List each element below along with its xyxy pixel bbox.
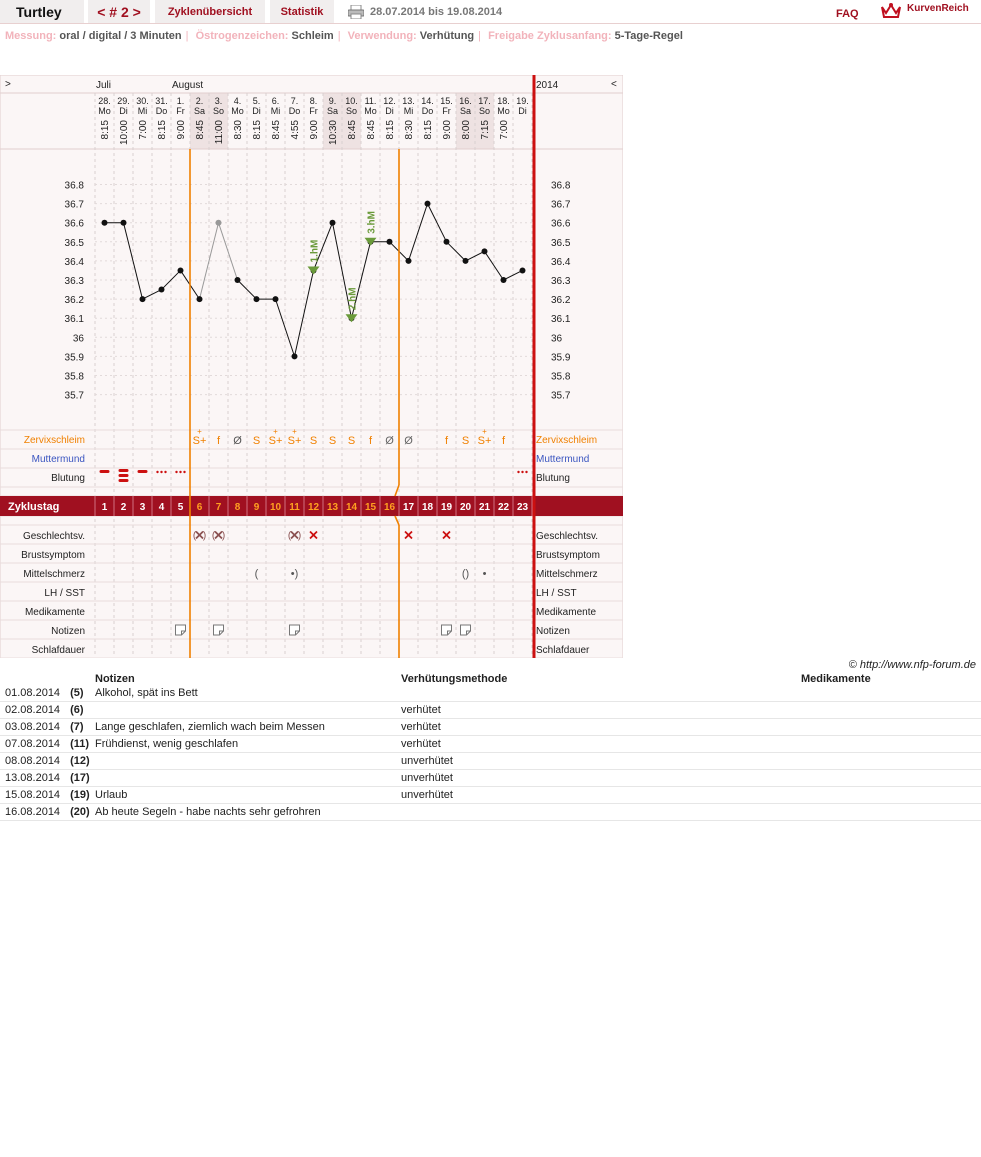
y-tick-label: 36.7 bbox=[64, 199, 84, 211]
measurement-time: 8:45 bbox=[271, 120, 282, 140]
midcycle-pain-marker: •) bbox=[290, 568, 299, 580]
note-date-cell bbox=[0, 770, 90, 787]
setting-value-measurement: oral / digital / 3 Minuten bbox=[59, 30, 182, 42]
settings-line bbox=[5, 30, 683, 42]
note-date-cell bbox=[0, 719, 90, 736]
logo-text: KurvenReich bbox=[907, 3, 969, 14]
mucus-symbol: S+ bbox=[477, 435, 492, 447]
temperature-point bbox=[292, 353, 298, 359]
day-date: 8. bbox=[309, 96, 318, 106]
copyright: © http://www.nfp-forum.de bbox=[848, 659, 976, 671]
day-date: 15. bbox=[440, 96, 453, 106]
setting-label-estrogen: Östrogenzeichen: bbox=[195, 30, 289, 42]
note-cycle-day: (11) bbox=[70, 738, 90, 750]
mucus-symbol: S+ bbox=[192, 435, 207, 447]
cycle-day-number: 7 bbox=[215, 502, 222, 513]
kurvenreich-logo[interactable] bbox=[880, 1, 981, 21]
notes-row bbox=[0, 787, 981, 804]
note-cycle-day: (19) bbox=[70, 789, 90, 801]
mucus-symbol: S bbox=[461, 435, 470, 447]
higher-measurement-label: 3.hM bbox=[366, 211, 378, 234]
user-name: Turtley bbox=[0, 0, 84, 24]
intercourse-paren: ( bbox=[211, 530, 216, 542]
note-date: 01.08.2014 bbox=[5, 687, 61, 699]
spotting-dot bbox=[521, 471, 523, 473]
cycle-day-number: 14 bbox=[345, 502, 358, 513]
y-tick-label-right: 36.3 bbox=[551, 276, 571, 287]
cycle-day-number: 8 bbox=[234, 502, 241, 513]
mucus-plus-marker: + bbox=[197, 427, 202, 436]
note-medication bbox=[796, 719, 981, 736]
cycle-day-number: 6 bbox=[196, 502, 203, 513]
y-tick-label: 35.9 bbox=[64, 352, 84, 364]
note-date: 03.08.2014 bbox=[5, 721, 61, 733]
day-date: 7. bbox=[290, 96, 299, 106]
y-tick-label-right: 36.7 bbox=[551, 199, 571, 211]
bleeding-row-label: Blutung bbox=[51, 473, 85, 484]
cycle-day-number: 13 bbox=[326, 502, 339, 513]
note-text bbox=[90, 702, 396, 719]
temperature-point bbox=[121, 220, 127, 226]
note-cycle-day: (17) bbox=[70, 772, 90, 784]
day-weekday: Di bbox=[252, 106, 261, 116]
note-method: unverhütet bbox=[396, 770, 796, 787]
intercourse-paren: ( bbox=[287, 530, 292, 542]
temperature-chart bbox=[0, 75, 623, 658]
temperature-point bbox=[197, 296, 203, 302]
mucus-symbol: S+ bbox=[287, 435, 302, 447]
month-label: August bbox=[172, 80, 204, 91]
scroll-left-arrow: > bbox=[5, 79, 11, 90]
note-date-cell bbox=[0, 804, 90, 821]
note-date: 16.08.2014 bbox=[5, 806, 61, 818]
cycle-day-number: 1 bbox=[101, 502, 108, 513]
note-method: verhütet bbox=[396, 736, 796, 753]
spotting-dot bbox=[175, 471, 177, 473]
intercourse-paren: ) bbox=[202, 530, 207, 542]
info-row-label-right: Mittelschmerz bbox=[536, 569, 598, 580]
day-date: 17. bbox=[478, 96, 491, 106]
measurement-time: 8:15 bbox=[423, 120, 434, 140]
temperature-point bbox=[482, 248, 488, 254]
temperature-point bbox=[178, 267, 184, 273]
info-row-label: Notizen bbox=[51, 626, 85, 637]
separator: | bbox=[185, 30, 189, 42]
day-date: 11. bbox=[364, 96, 377, 106]
notes-row bbox=[0, 702, 981, 719]
day-weekday: Di bbox=[385, 106, 394, 116]
bleeding-marker bbox=[100, 470, 110, 473]
notes-row bbox=[0, 753, 981, 770]
day-weekday: Do bbox=[155, 106, 168, 116]
note-method bbox=[396, 685, 796, 702]
note-cycle-day: (12) bbox=[70, 755, 90, 767]
note-text: Ab heute Segeln - habe nachts sehr gefrohren bbox=[90, 804, 396, 821]
info-row-label: Geschlechtsv. bbox=[22, 531, 85, 542]
measurement-time: 8:15 bbox=[252, 120, 263, 140]
note-date-cell bbox=[0, 685, 90, 702]
day-date: 14. bbox=[421, 96, 434, 106]
measurement-time: 11:00 bbox=[214, 120, 225, 145]
setting-label-cycle-start: Freigabe Zyklusanfang: bbox=[488, 30, 612, 42]
note-date: 15.08.2014 bbox=[5, 789, 61, 801]
note-text bbox=[90, 753, 396, 770]
day-weekday: So bbox=[478, 106, 491, 116]
note-date: 13.08.2014 bbox=[5, 772, 61, 784]
measurement-time: 4:55 bbox=[290, 120, 301, 140]
day-date: 5. bbox=[252, 96, 261, 106]
note-text: Urlaub bbox=[90, 787, 396, 804]
measurement-time: 10:00 bbox=[119, 120, 130, 146]
notes-body bbox=[0, 685, 981, 821]
note-medication bbox=[796, 753, 981, 770]
tab-cycle-overview[interactable]: Zyklenübersicht bbox=[155, 0, 265, 24]
note-method: verhütet bbox=[396, 719, 796, 736]
y-tick-label-right: 36.8 bbox=[551, 180, 571, 192]
day-weekday: Do bbox=[288, 106, 301, 116]
measurement-time: 8:15 bbox=[385, 120, 396, 140]
measurement-time: 7:15 bbox=[480, 120, 491, 140]
note-medication bbox=[796, 702, 981, 719]
measurement-time: 8:15 bbox=[157, 120, 168, 140]
temperature-point bbox=[444, 239, 450, 245]
measurement-time: 8:00 bbox=[461, 120, 472, 140]
y-tick-label: 36.8 bbox=[64, 180, 84, 192]
mucus-symbol: f bbox=[216, 435, 221, 447]
day-date: 19. bbox=[516, 96, 529, 106]
day-date: 1. bbox=[176, 96, 185, 106]
day-date: 6. bbox=[271, 96, 280, 106]
setting-label-measurement: Messung: bbox=[5, 30, 57, 42]
y-tick-label-right: 35.9 bbox=[551, 352, 571, 364]
notes-table bbox=[0, 672, 981, 821]
cycle-day-number: 16 bbox=[383, 502, 396, 513]
mucus-symbol: f bbox=[444, 435, 449, 447]
y-tick-label-right: 36.2 bbox=[551, 295, 571, 307]
day-weekday: Fr bbox=[309, 106, 318, 116]
note-date-cell bbox=[0, 787, 90, 804]
y-tick-label: 36.5 bbox=[64, 237, 84, 249]
measurement-time: 8:45 bbox=[366, 120, 377, 140]
measurement-time: 7:00 bbox=[499, 120, 510, 140]
day-weekday: Mi bbox=[270, 106, 281, 116]
setting-label-usage: Verwendung: bbox=[347, 30, 417, 42]
day-weekday: Sa bbox=[193, 106, 206, 116]
cycle-day-number: 21 bbox=[478, 502, 491, 513]
notes-row bbox=[0, 719, 981, 736]
y-tick-label: 36.1 bbox=[64, 314, 84, 326]
note-text bbox=[90, 770, 396, 787]
day-weekday: Do bbox=[421, 106, 434, 116]
cycle-day-number: 4 bbox=[158, 502, 165, 513]
cervix-row-label: Muttermund bbox=[31, 454, 85, 465]
y-tick-label: 36 bbox=[72, 333, 84, 345]
day-weekday: Mi bbox=[403, 106, 414, 116]
spotting-dot bbox=[525, 471, 527, 473]
day-weekday: Di bbox=[119, 106, 128, 116]
bleeding-marker bbox=[138, 470, 148, 473]
midcycle-pain-marker: • bbox=[482, 568, 487, 580]
bleeding-marker bbox=[119, 469, 129, 472]
day-date: 16. bbox=[459, 96, 472, 106]
temperature-point bbox=[254, 296, 260, 302]
month-label: Juli bbox=[96, 80, 112, 91]
cycle-day-number: 3 bbox=[139, 502, 146, 513]
temperature-point bbox=[406, 258, 412, 264]
y-tick-label: 35.8 bbox=[64, 371, 84, 383]
cycle-day-number: 5 bbox=[177, 502, 184, 513]
temperature-point bbox=[520, 267, 526, 273]
note-text: Alkohol, spät ins Bett bbox=[90, 685, 396, 702]
notes-row bbox=[0, 804, 981, 821]
setting-value-cycle-start: 5-Tage-Regel bbox=[614, 30, 683, 42]
day-date: 13. bbox=[402, 96, 415, 106]
temperature-point bbox=[501, 277, 507, 283]
day-date: 31. bbox=[155, 96, 168, 106]
cycle-day-number: 19 bbox=[440, 502, 453, 513]
note-method bbox=[396, 804, 796, 821]
spotting-dot bbox=[179, 471, 181, 473]
measurement-time: 7:00 bbox=[138, 120, 149, 140]
info-row-label: Medikamente bbox=[24, 607, 85, 618]
note-text: Lange geschlafen, ziemlich wach beim Messen bbox=[90, 719, 396, 736]
midcycle-pain-marker: ( bbox=[254, 568, 259, 580]
info-row-label-right: Brustsymptom bbox=[536, 550, 600, 561]
info-row-label-right: Medikamente bbox=[536, 607, 597, 618]
y-tick-label-right: 36.4 bbox=[551, 256, 571, 268]
day-date: 30. bbox=[136, 96, 149, 106]
higher-measurement-label: 1.hM bbox=[309, 239, 321, 263]
y-tick-label-right: 36.5 bbox=[551, 237, 571, 249]
notes-header-row bbox=[0, 672, 981, 685]
cycle-period: 28.07.2014 bis 19.08.2014 bbox=[370, 6, 503, 18]
bleeding-marker bbox=[119, 479, 129, 482]
measurement-time: 9:00 bbox=[309, 120, 320, 140]
note-medication bbox=[796, 804, 981, 821]
spotting-dot bbox=[164, 471, 166, 473]
info-row-label: LH / SST bbox=[44, 588, 85, 599]
top-divider bbox=[0, 23, 981, 24]
cycle-day-number: 12 bbox=[307, 502, 320, 513]
mucus-symbol: S bbox=[347, 435, 356, 447]
day-date: 2. bbox=[195, 96, 204, 106]
day-weekday: Mo bbox=[231, 106, 244, 116]
cycle-day-number: 15 bbox=[364, 502, 377, 513]
measurement-time: 9:00 bbox=[176, 120, 187, 140]
header-notes: Notizen bbox=[95, 672, 135, 685]
temperature-point bbox=[102, 220, 108, 226]
cycle-day-number: 23 bbox=[516, 502, 529, 513]
header-blank bbox=[0, 672, 90, 685]
mucus-symbol: Ø bbox=[385, 435, 394, 447]
temperature-point bbox=[140, 296, 146, 302]
day-date: 10. bbox=[345, 96, 358, 106]
mucus-plus-marker: + bbox=[482, 427, 487, 436]
note-cycle-day: (6) bbox=[70, 704, 84, 716]
mucus-plus-marker: + bbox=[292, 427, 297, 436]
info-row-label-right: Notizen bbox=[536, 626, 570, 637]
temperature-point bbox=[463, 258, 469, 264]
day-weekday: Di bbox=[518, 106, 527, 116]
temperature-point bbox=[216, 220, 222, 226]
separator: | bbox=[337, 30, 341, 42]
cycle-day-number: 9 bbox=[253, 502, 260, 513]
mucus-plus-marker: + bbox=[273, 427, 278, 436]
mucus-symbol: S+ bbox=[268, 435, 283, 447]
cycle-navigator[interactable]: < # 2 > bbox=[88, 0, 150, 24]
day-weekday: Sa bbox=[326, 106, 339, 116]
note-cycle-day: (20) bbox=[70, 806, 90, 818]
header-method: Verhütungsmethode bbox=[401, 672, 508, 685]
bleeding-row-label-right: Blutung bbox=[536, 473, 570, 484]
info-row-label: Mittelschmerz bbox=[23, 569, 85, 580]
cycle-day-label: Zyklustag bbox=[8, 501, 60, 513]
temperature-point bbox=[387, 239, 393, 245]
cycle-day-number: 10 bbox=[269, 502, 282, 513]
header-medication: Medikamente bbox=[801, 672, 871, 685]
mucus-symbol: f bbox=[368, 435, 373, 447]
note-medication bbox=[796, 685, 981, 702]
year-label: 2014 bbox=[536, 80, 559, 91]
info-row-label: Schlafdauer bbox=[31, 645, 85, 656]
info-row-label-right: LH / SST bbox=[536, 588, 577, 599]
note-date-cell bbox=[0, 702, 90, 719]
info-row-label-right: Geschlechtsv. bbox=[536, 531, 599, 542]
mucus-symbol: f bbox=[501, 435, 506, 447]
day-weekday: So bbox=[345, 106, 358, 116]
mucus-symbol: S bbox=[309, 435, 318, 447]
spotting-dot bbox=[160, 471, 162, 473]
measurement-time: 8:30 bbox=[233, 120, 244, 140]
y-tick-label: 36.3 bbox=[64, 276, 84, 287]
faq-link[interactable]: FAQ bbox=[836, 8, 859, 20]
intercourse-paren: ) bbox=[221, 530, 226, 542]
spotting-dot bbox=[156, 471, 158, 473]
measurement-time: 8:45 bbox=[347, 120, 358, 140]
day-weekday: Mo bbox=[497, 106, 510, 116]
day-weekday: Mo bbox=[98, 106, 111, 116]
measurement-time: 8:45 bbox=[195, 120, 206, 140]
midcycle-pain-marker: () bbox=[461, 568, 470, 580]
notes-row bbox=[0, 770, 981, 787]
note-cycle-day: (5) bbox=[70, 687, 84, 699]
note-text: Frühdienst, wenig geschlafen bbox=[90, 736, 396, 753]
notes-row bbox=[0, 685, 981, 702]
note-medication bbox=[796, 770, 981, 787]
temperature-point bbox=[235, 277, 241, 283]
scroll-right-arrow: < bbox=[611, 79, 617, 90]
note-date: 07.08.2014 bbox=[5, 738, 61, 750]
spotting-dot bbox=[517, 471, 519, 473]
measurement-time: 10:30 bbox=[328, 120, 339, 146]
day-date: 12. bbox=[383, 96, 396, 106]
intercourse-paren: ( bbox=[192, 530, 197, 542]
note-date-cell bbox=[0, 753, 90, 770]
day-date: 4. bbox=[233, 96, 242, 106]
mucus-symbol: Ø bbox=[404, 435, 413, 447]
day-weekday: So bbox=[212, 106, 225, 116]
day-weekday: Fr bbox=[442, 106, 451, 116]
measurement-time: 8:30 bbox=[404, 120, 415, 140]
day-weekday: Fr bbox=[176, 106, 185, 116]
y-tick-label: 36.6 bbox=[64, 218, 84, 230]
y-tick-label-right: 36 bbox=[551, 333, 563, 345]
day-date: 18. bbox=[497, 96, 510, 106]
mucus-symbol: Ø bbox=[233, 435, 242, 447]
day-date: 29. bbox=[117, 96, 130, 106]
mucus-symbol: S bbox=[328, 435, 337, 447]
note-medication bbox=[796, 787, 981, 804]
note-date: 08.08.2014 bbox=[5, 755, 61, 767]
note-method: unverhütet bbox=[396, 787, 796, 804]
temperature-point bbox=[273, 296, 279, 302]
day-weekday: Sa bbox=[459, 106, 472, 116]
y-tick-label-right: 36.1 bbox=[551, 314, 571, 326]
cycle-day-number: 20 bbox=[459, 502, 472, 513]
mucus-row-label: Zervixschleim bbox=[23, 435, 85, 446]
temperature-point bbox=[425, 201, 431, 207]
printer-icon[interactable] bbox=[348, 5, 364, 19]
mucus-row-label-right: Zervixschleim bbox=[536, 435, 598, 446]
day-weekday: Mi bbox=[137, 106, 148, 116]
tab-statistics[interactable]: Statistik bbox=[270, 0, 334, 24]
note-date-cell bbox=[0, 736, 90, 753]
y-tick-label: 36.4 bbox=[64, 256, 84, 268]
day-date: 28. bbox=[98, 96, 111, 106]
day-date: 9. bbox=[328, 96, 337, 106]
y-tick-label: 36.2 bbox=[64, 295, 84, 307]
cycle-day-number: 22 bbox=[497, 502, 510, 513]
notes-row bbox=[0, 736, 981, 753]
top-bar bbox=[0, 0, 981, 24]
spotting-dot bbox=[183, 471, 185, 473]
y-tick-label-right: 36.6 bbox=[551, 218, 571, 230]
day-date: 3. bbox=[214, 96, 223, 106]
measurement-time: 8:15 bbox=[100, 120, 111, 140]
crown-icon bbox=[880, 1, 902, 19]
cycle-day-number: 11 bbox=[289, 502, 300, 513]
cycle-day-number: 2 bbox=[120, 502, 127, 513]
info-row-label-right: Schlafdauer bbox=[536, 645, 590, 656]
bleeding-marker bbox=[119, 474, 129, 477]
note-cycle-day: (7) bbox=[70, 721, 84, 733]
cycle-day-number: 17 bbox=[402, 502, 415, 513]
setting-value-estrogen: Schleim bbox=[291, 30, 334, 42]
y-tick-label-right: 35.8 bbox=[551, 371, 571, 383]
note-date: 02.08.2014 bbox=[5, 704, 61, 716]
y-tick-label-right: 35.7 bbox=[551, 390, 571, 402]
info-row-label: Brustsymptom bbox=[21, 550, 85, 561]
chart-background bbox=[0, 75, 623, 658]
temperature-point bbox=[330, 220, 336, 226]
cervix-row-label-right: Muttermund bbox=[536, 454, 590, 465]
setting-value-usage: Verhütung bbox=[419, 30, 475, 42]
y-tick-label: 35.7 bbox=[64, 390, 84, 402]
note-medication bbox=[796, 736, 981, 753]
higher-measurement-label: 2.hM bbox=[347, 287, 359, 311]
note-method: verhütet bbox=[396, 702, 796, 719]
mucus-symbol: S bbox=[252, 435, 261, 447]
intercourse-paren: ) bbox=[297, 530, 302, 542]
measurement-time: 9:00 bbox=[442, 120, 453, 140]
day-weekday: Mo bbox=[364, 106, 377, 116]
note-method: unverhütet bbox=[396, 753, 796, 770]
cycle-day-number: 18 bbox=[421, 502, 434, 513]
temperature-point bbox=[159, 287, 165, 293]
separator: | bbox=[478, 30, 482, 42]
